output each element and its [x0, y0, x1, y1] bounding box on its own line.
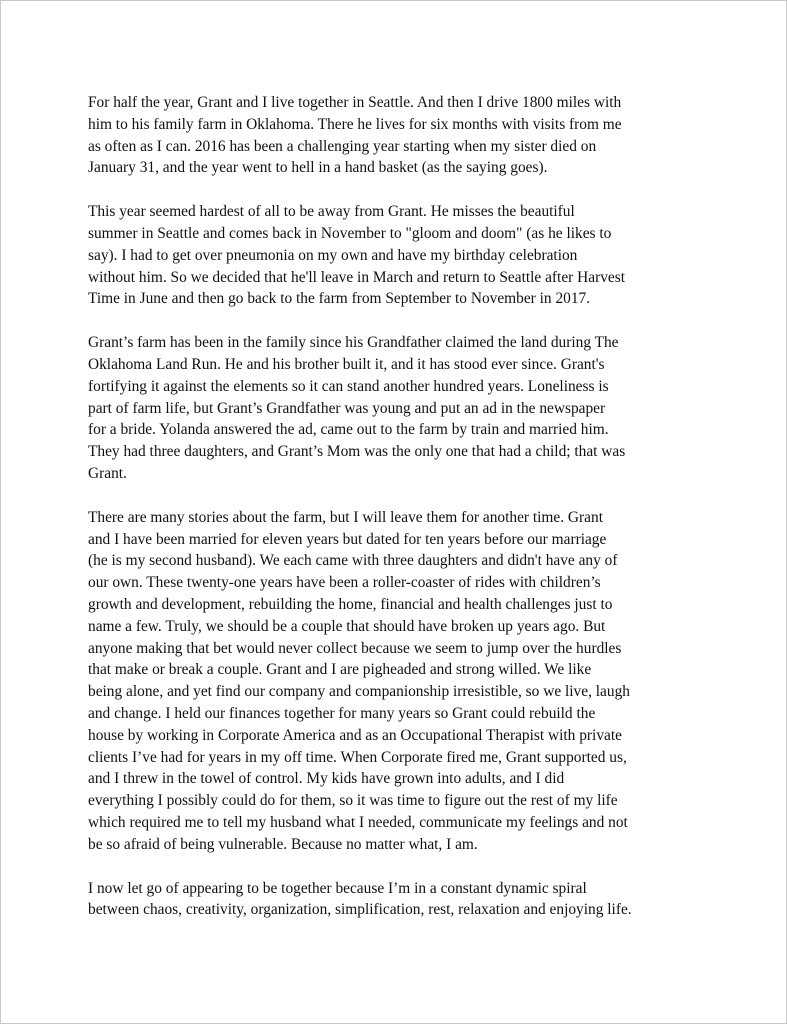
paragraph-line: Grant’s farm has been in the family since his Grandfather claimed the land during The — [88, 334, 619, 352]
paragraph-line: There are many stories about the farm, but I will leave them for another time. Grant — [88, 508, 603, 526]
document-body — [88, 92, 708, 943]
paragraph-line: and change. I held our finances together for many years so Grant could rebuild the — [88, 704, 596, 722]
paragraph-line: summer in Seattle and comes back in November to "gloom and doom" (as he likes to — [88, 224, 612, 242]
paragraph-line: and I have been married for eleven years but dated for ten years before our marriage — [88, 530, 607, 548]
paragraph-line: I now let go of appearing to be together because I’m in a constant dynamic spiral — [88, 879, 587, 897]
paragraph-line: Oklahoma Land Run. He and his brother built it, and it has stood ever since. Grant's — [88, 355, 605, 373]
paragraph-line: fortifying it against the elements so it can stand another hundred years. Loneliness is — [88, 377, 609, 395]
paragraph-line: as often as I can. 2016 has been a challenging year starting when my sister died on — [88, 137, 597, 155]
paragraph-line: growth and development, rebuilding the home, financial and health challenges just to — [88, 595, 613, 613]
paragraph-line: They had three daughters, and Grant’s Mom was the only one that had a child; that was — [88, 443, 626, 461]
paragraph-line: house by working in Corporate America and as an Occupational Therapist with private — [88, 726, 622, 744]
paragraph-4 — [88, 507, 708, 856]
paragraph-line: (he is my second husband). We each came with three daughters and didn't have any of — [88, 552, 618, 570]
paragraph-line: everything I possibly could do for them, so it was time to figure out the rest of my life — [88, 792, 618, 810]
paragraph-line: him to his family farm in Oklahoma. There he lives for six months with visits from me — [88, 115, 622, 133]
paragraph-3 — [88, 332, 708, 485]
paragraph-line: name a few. Truly, we should be a couple that should have broken up years ago. But — [88, 617, 606, 635]
paragraph-line: for a bride. Yolanda answered the ad, came out to the farm by train and married him. — [88, 421, 609, 439]
paragraph-line: Grant. — [88, 464, 127, 482]
paragraph-line: For half the year, Grant and I live together in Seattle. And then I drive 1800 miles with — [88, 94, 622, 111]
paragraph-line: that make or break a couple. Grant and I are pigheaded and strong willed. We like — [88, 661, 592, 679]
paragraph-1 — [88, 92, 708, 179]
paragraph-2 — [88, 201, 708, 310]
paragraph-line: This year seemed hardest of all to be away from Grant. He misses the beautiful — [88, 203, 575, 221]
paragraph-line: clients I’ve had for years in my off time. When Corporate fired me, Grant supported us, — [88, 748, 627, 766]
paragraph-line: our own. These twenty-one years have been a roller-coaster of rides with children’s — [88, 574, 601, 592]
paragraph-line: January 31, and the year went to hell in a hand basket (as the saying goes). — [88, 159, 548, 177]
paragraph-line: anyone making that bet would never collect because we seem to jump over the hurdles — [88, 639, 622, 657]
paragraph-line: which required me to tell my husband what I needed, communicate my feelings and not — [88, 813, 628, 831]
paragraph-line: say). I had to get over pneumonia on my own and have my birthday celebration — [88, 246, 578, 264]
paragraph-line: part of farm life, but Grant’s Grandfather was young and put an ad in the newspaper — [88, 399, 606, 417]
paragraph-line: being alone, and yet find our company and companionship irresistible, so we live, laugh — [88, 683, 630, 701]
paragraph-line: be so afraid of being vulnerable. Because no matter what, I am. — [88, 835, 478, 853]
paragraph-line: between chaos, creativity, organization, simplification, rest, relaxation and enjoying life. — [88, 901, 632, 919]
paragraph-5 — [88, 878, 708, 922]
paragraph-line: and I threw in the towel of control. My kids have grown into adults, and I did — [88, 770, 565, 788]
paragraph-line: Time in June and then go back to the farm from September to November in 2017. — [88, 290, 591, 308]
paragraph-line: without him. So we decided that he'll leave in March and return to Seattle after Harvest — [88, 268, 625, 286]
